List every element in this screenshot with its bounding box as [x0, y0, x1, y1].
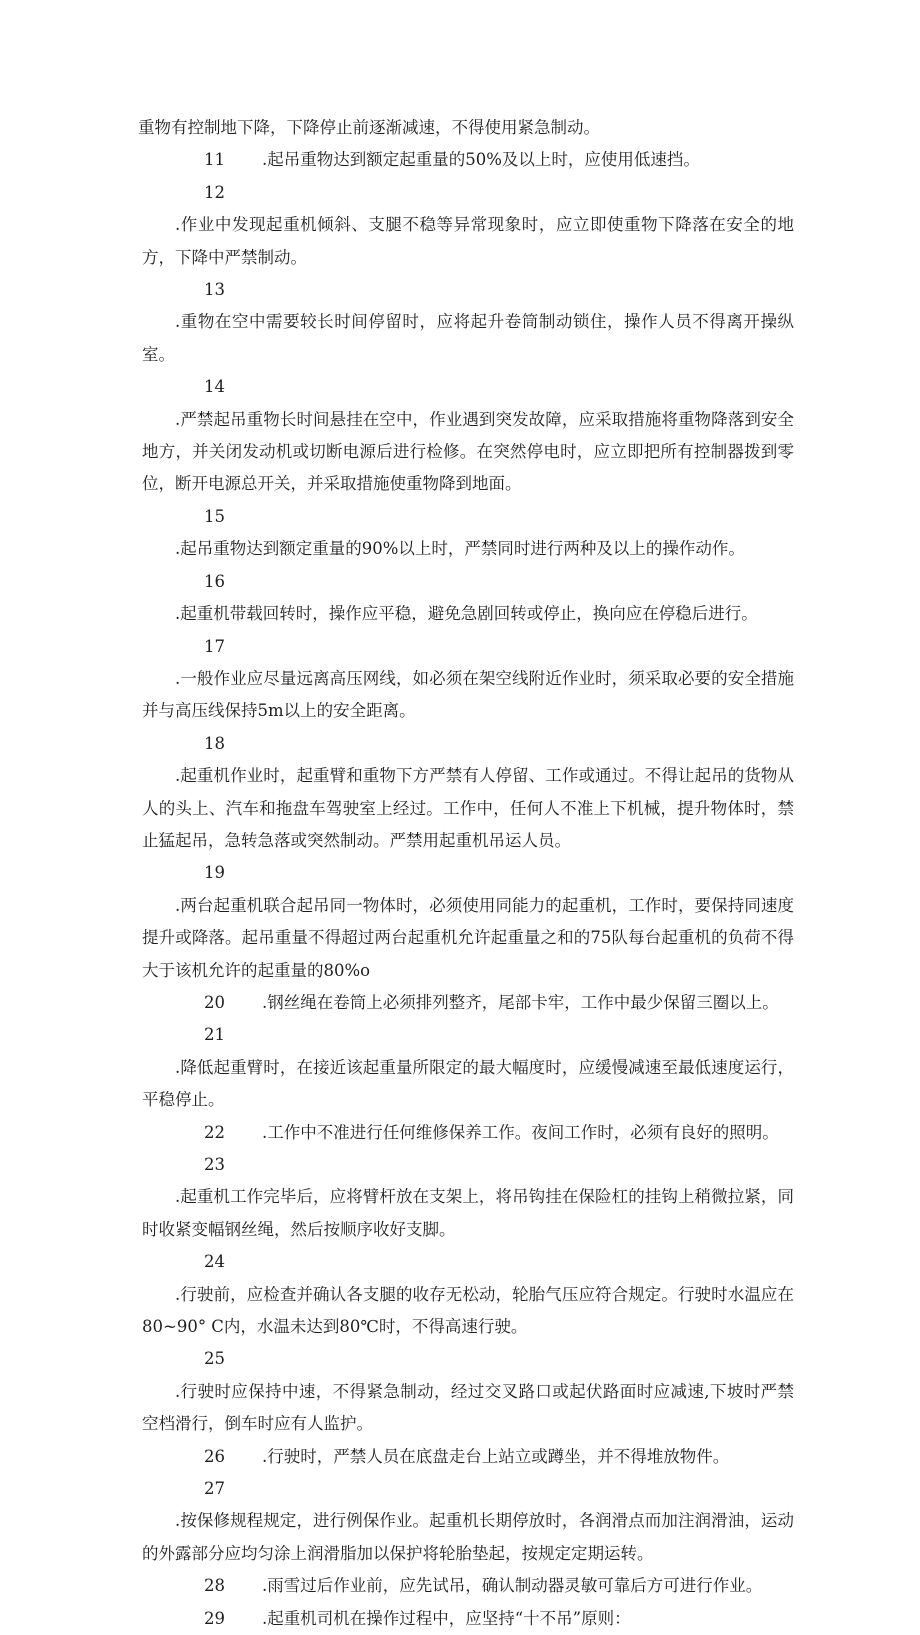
- paragraph-number: 27: [204, 1479, 225, 1499]
- paragraph-text: .行驶时应保持中速，不得紧急制动，经过交叉路口或起伏路面时应减速,下坡时严禁空档滑行，倒车时应有人监护。: [142, 1381, 794, 1434]
- paragraph-text: .重物在空中需要较长时间停留时，应将起升卷筒制动锁住，操作人员不得离开操纵室。: [142, 312, 794, 364]
- paragraph-number: 29: [204, 1608, 225, 1628]
- numbered-paragraph: [138, 144, 794, 176]
- numbered-paragraph: [138, 857, 794, 987]
- paragraph-text: .雨雪过后作业前，应先试吊，确认制动器灵敏可靠后方可进行作业。: [262, 1576, 763, 1596]
- numbered-paragraph: [138, 1149, 794, 1246]
- paragraph-number: 26: [204, 1446, 225, 1466]
- paragraph-number: 11: [204, 150, 225, 170]
- paragraph-text: .两台起重机联合起吊同一物体时，必须使用同能力的起重机，工作时，要保持同速度提升或降落。起吊重量不得超过两台起重机允许起重量之和的75队每台起重机的负荷不得大于该机允许的起重量的80%o: [142, 895, 794, 980]
- paragraph-number: 20: [204, 992, 225, 1012]
- numbered-paragraph: [138, 1473, 794, 1570]
- numbered-paragraph: [138, 1343, 794, 1440]
- paragraph-number: 23: [204, 1155, 225, 1174]
- numbered-paragraph: [138, 728, 794, 858]
- numbered-paragraph: [138, 1117, 794, 1149]
- paragraph-number: 12: [204, 182, 225, 202]
- paragraph-number: 15: [204, 506, 225, 526]
- paragraph-text: .行驶时，严禁人员在底盘走台上站立或蹲坐，并不得堆放物件。: [262, 1446, 730, 1466]
- intro-paragraph: 重物有控制地下降，下降停止前逐渐减速，不得使用紧急制动。: [138, 118, 600, 137]
- paragraph-number: 25: [204, 1349, 225, 1369]
- paragraph-text: .行驶前，应检查并确认各支腿的收存无松动，轮胎气压应符合规定。行驶时水温应在80~90° C内，水温未达到80℃时，不得高速行驶。: [142, 1284, 794, 1337]
- paragraph-text: .起重机带载回转时，操作应平稳，避免急剧回转或停止，换向应在停稳后进行。: [175, 604, 758, 624]
- paragraph-number: 19: [204, 863, 225, 883]
- paragraph-text: .一般作业应尽量远离高压网线，如必须在架空线附近作业时，须采取必要的安全措施并与高压线保持5m以上的安全距离。: [142, 668, 794, 721]
- paragraph-text: .按保修规程规定，进行例保作业。起重机长期停放时，各润滑点而加注润滑油，运动的外露部分应均匀涂上润滑脂加以保护将轮胎垫起，按规定定期运转。: [142, 1511, 794, 1563]
- numbered-paragraph: [138, 1570, 794, 1602]
- paragraph-text: .起重机作业时，起重臂和重物下方严禁有人停留、工作或通过。不得让起吊的货物从人的头上、汽车和拖盘车驾驶室上经过。工作中，任何人不准上下机械，提升物体时，禁止猛起吊，急转急落或突然制动。严禁用起重机吊运人员。: [142, 766, 794, 850]
- paragraph-text: .工作中不准进行任何维修保养工作。夜间工作时，必须有良好的照明。: [262, 1122, 779, 1142]
- paragraph-number: 13: [204, 280, 225, 300]
- numbered-paragraph: [138, 371, 794, 501]
- paragraph-text: .钢丝绳在卷筒上必须排列整齐，尾部卡牢，工作中最少保留三圈以上。: [262, 992, 779, 1012]
- paragraph-number: 22: [204, 1122, 225, 1142]
- document-body: [138, 112, 794, 1635]
- numbered-paragraph: [138, 987, 794, 1019]
- numbered-item-list: [138, 144, 794, 1635]
- paragraph-number: 28: [204, 1576, 225, 1596]
- paragraph-number: 24: [204, 1252, 225, 1272]
- paragraph-number: 17: [204, 636, 225, 656]
- paragraph-number: 18: [204, 733, 225, 753]
- numbered-paragraph: [138, 501, 794, 566]
- paragraph-text: .起吊重物达到额定起重量的50%及以上时，应使用低速挡。: [262, 150, 700, 170]
- numbered-paragraph: [138, 274, 794, 371]
- paragraph-text: .作业中发现起重机倾斜、支腿不稳等异常现象时，应立即使重物下降落在安全的地方，下降中严禁制动。: [142, 215, 794, 267]
- numbered-paragraph: [138, 566, 794, 631]
- numbered-paragraph: [138, 1603, 794, 1635]
- numbered-paragraph: [138, 177, 794, 274]
- numbered-paragraph: [138, 1019, 794, 1116]
- numbered-paragraph: [138, 631, 794, 728]
- paragraph-text: .起重机工作完毕后，应将臂杆放在支架上，将吊钩挂在保险杠的挂钩上稍微拉紧，同时收紧变幅钢丝绳，然后按顺序收好支脚。: [142, 1187, 794, 1239]
- paragraph-number: 16: [204, 571, 225, 591]
- paragraph-number: 14: [204, 377, 225, 397]
- numbered-paragraph: [138, 1246, 794, 1343]
- paragraph-number: 21: [204, 1025, 225, 1045]
- paragraph-text: .降低起重臂时，在接近该起重量所限定的最大幅度时，应缓慢减速至最低速度运行，平稳停止。: [142, 1057, 794, 1110]
- numbered-paragraph: [138, 1441, 794, 1473]
- paragraph-text: .起重机司机在操作过程中，应坚持“十不吊”原则：: [262, 1608, 631, 1628]
- paragraph-text: .起吊重物达到额定重量的90%以上时，严禁同时进行两种及以上的操作动作。: [175, 539, 745, 559]
- paragraph-text: .严禁起吊重物长时间悬挂在空中，作业遇到突发故障，应采取措施将重物降落到安全地方，并关闭发动机或切断电源后进行检修。在突然停电时，应立即把所有控制器拨到零位，断开电源总开关，并采取措施使重物降到地面。: [142, 409, 794, 494]
